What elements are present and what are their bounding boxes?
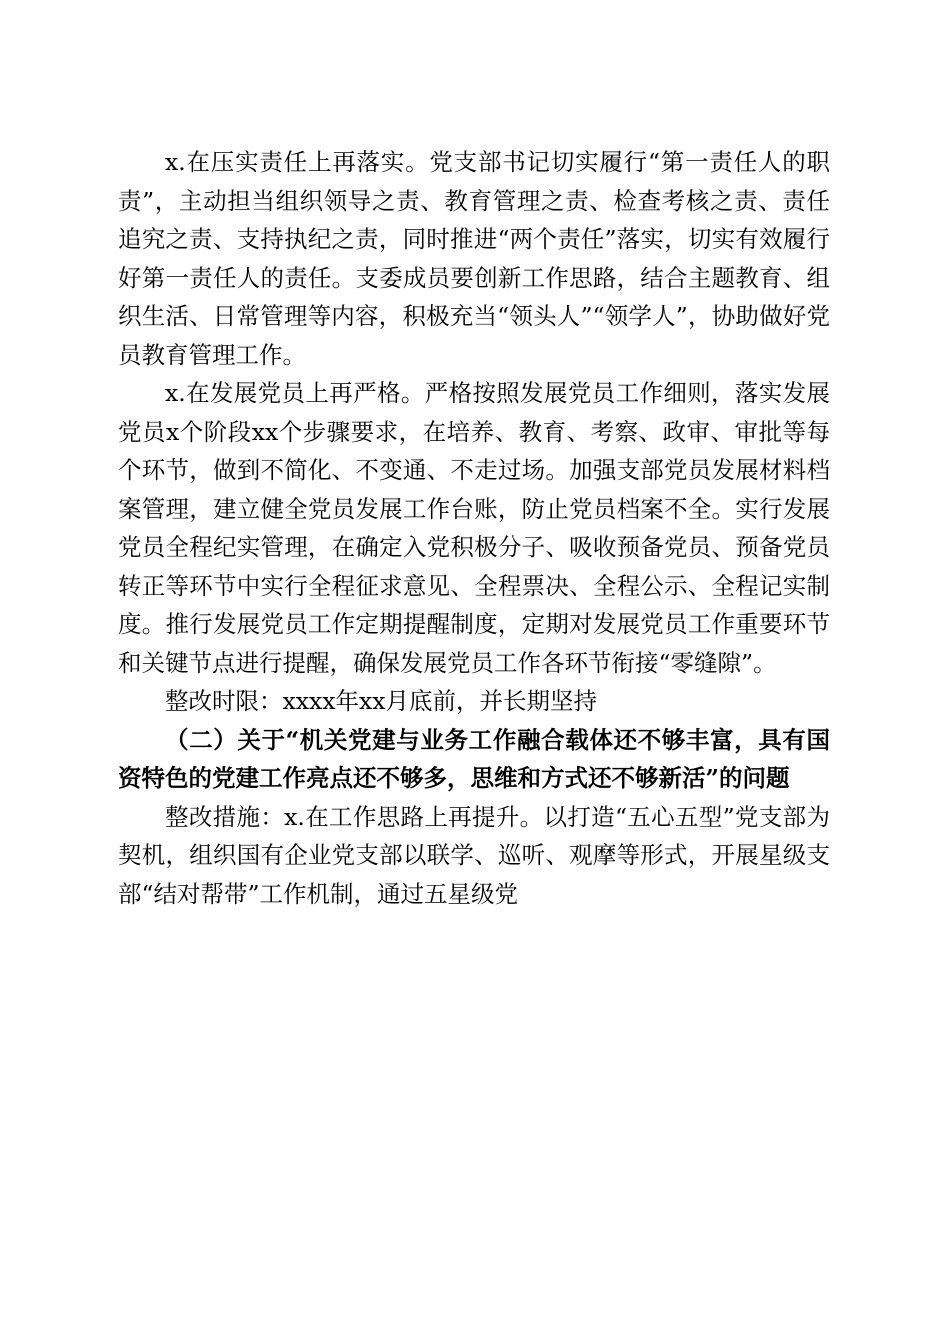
paragraph-rectification-measures: 整改措施：x.在工作思路上再提升。以打造“五心五型”党支部为契机，组织国有企业党支部以联学、巡听、观摩等形式，开展星级支部“结对帮带”工作机制，通过五星级党 [118,802,830,908]
paragraph-party-member-development: x.在发展党员上再严格。严格按照发展党员工作细则，落实发展党员x个阶段xx个步骤要求，在培养、教育、考察、政审、审批等每个环节，做到不简化、不变通、不走过场。加强支部党员发展材料档案管理，建立健全党员发展工作台账，防止党员档案不全。实行发展党员全程纪实管理，在确定入党积极分子、吸收预备党员、预备党员转正等环节中实行全程征求意见、全程票决、全程公示、全程记实制度。推行发展党员工作定期提醒制度，定期对发展党员工作重要环节和关键节点进行提醒，确保发展党员工作各环节衔接“零缝隙”。 [118,379,830,677]
document-body [118,143,830,913]
section-heading-issue-two: （二）关于“机关党建与业务工作融合载体还不够丰富，具有国资特色的党建工作亮点还不够多，思维和方式还不够新活”的问题 [118,725,830,792]
paragraph-responsibility: x.在压实责任上再落实。党支部书记切实履行“第一责任人的职责”，主动担当组织领导之责、教育管理之责、检查考核之责、责任追究之责、支持执纪之责，同时推进“两个责任”落实，切实有效履行好第一责任人的责任。支委成员要创新工作思路，结合主题教育、组织生活、日常管理等内容，积极充当“领头人”“领学人”，协助做好党员教育管理工作。 [118,148,830,369]
paragraph-rectification-deadline: 整改时限：xxxx年xx月底前，并长期坚持 [165,687,598,715]
